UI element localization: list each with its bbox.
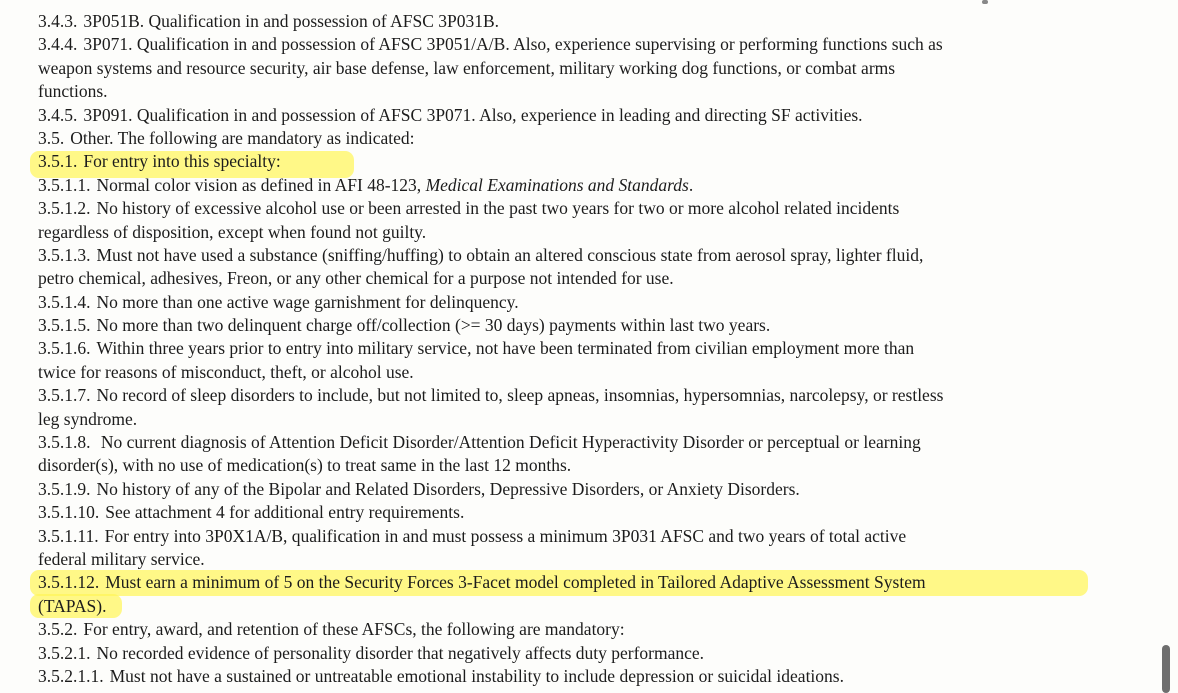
text-line: [38, 337, 1108, 360]
line-text: functions.: [38, 81, 108, 102]
page-edge-mark: [982, 0, 988, 4]
text-line: [38, 478, 1108, 501]
text-line: [38, 642, 1108, 665]
line-text: weapon systems and resource security, air base defense, law enforcement, military working dog functions, or combat arms: [38, 57, 896, 78]
line-text: Within three years prior to entry into military service, not have been terminated from civilian employment more than: [96, 338, 915, 359]
line-text: Other. The following are mandatory as indicated:: [70, 127, 415, 148]
line-text: (TAPAS).: [38, 595, 107, 616]
section-number: 3.5.1.6.: [38, 338, 91, 359]
line-text: 3P051B. Qualification in and possession of AFSC 3P031B.: [83, 11, 500, 31]
text-line: [38, 10, 1108, 33]
section-number: 3.5.1.4.: [38, 291, 91, 312]
text-line: [38, 127, 1108, 150]
document-title-italic: Medical Examinations and Standards: [425, 174, 689, 195]
section-number: 3.5.2.1.1.: [38, 665, 104, 686]
text-line: [38, 57, 1108, 80]
text-line: [38, 314, 1108, 337]
line-text: No record of sleep disorders to include, but not limited to, sleep apneas, insomnias, hypersomnias, narcolepsy, or restless: [96, 385, 944, 406]
section-number: 3.4.5.: [38, 104, 78, 125]
text-line: [38, 221, 1108, 244]
section-number: 3.5.1.2.: [38, 198, 91, 219]
line-text: No more than one active wage garnishment for delinquency.: [96, 291, 519, 312]
text-line: [38, 104, 1108, 127]
line-text: Must earn a minimum of 5 on the Security Forces 3-Facet model completed in Tailored Adaptive Assessment System: [105, 572, 926, 593]
section-number: 3.5.1.12.: [38, 572, 100, 593]
text-line: [38, 244, 1108, 267]
text-line: [38, 408, 1108, 431]
line-text: leg syndrome.: [38, 408, 138, 429]
text-line: [38, 665, 1108, 688]
line-text: regardless of disposition, except when found not guilty.: [38, 221, 427, 242]
section-number: 3.5.1.7.: [38, 385, 91, 406]
line-text: No recorded evidence of personality disorder that negatively affects duty performance.: [96, 642, 705, 663]
text-line: [38, 501, 1108, 524]
text-line: [38, 361, 1108, 384]
text-line: [38, 525, 1108, 548]
text-line: [38, 291, 1108, 314]
line-text: disorder(s), with no use of medication(s) to treat same in the last 12 months.: [38, 455, 572, 476]
text-line: [38, 618, 1108, 641]
line-text: Normal color vision as defined in AFI 48-123,: [96, 174, 426, 195]
text-line: [38, 174, 1108, 197]
line-text: For entry, award, and retention of these AFSCs, the following are mandatory:: [83, 619, 625, 640]
line-text: 3P091. Qualification in and possession of AFSC 3P071. Also, experience in leading and directing SF activities.: [83, 104, 863, 125]
line-text: twice for reasons of misconduct, theft, or alcohol use.: [38, 361, 414, 382]
section-number: 3.4.4.: [38, 34, 78, 55]
line-text: 3P071. Qualification in and possession of AFSC 3P051/A/B. Also, experience supervising or performing functions such as: [83, 34, 943, 55]
text-line: [38, 384, 1108, 407]
section-number: 3.5.1.: [38, 151, 78, 172]
text-line: [38, 454, 1108, 477]
section-number: 3.5.1.5.: [38, 315, 91, 336]
text-line: [38, 431, 1108, 454]
section-number: 3.5.1.10.: [38, 502, 100, 523]
line-text: Must not have used a substance (sniffing/huffing) to obtain an altered conscious state from aerosol spray, lighter fluid,: [96, 244, 924, 265]
line-text: No more than two delinquent charge off/collection (>= 30 days) payments within last two years.: [96, 315, 771, 336]
section-number: 3.5.2.1.: [38, 642, 91, 663]
section-number: 3.5.1.1.: [38, 174, 91, 195]
section-number: 3.5.1.11.: [38, 525, 99, 546]
line-text: Must not have a sustained or untreatable emotional instability to include depression or suicidal ideations.: [109, 665, 844, 686]
section-number: 3.5.1.9.: [38, 478, 91, 499]
text-line: [38, 150, 1108, 173]
text-line: [38, 197, 1108, 220]
line-text: federal military service.: [38, 548, 205, 569]
text-line: [38, 571, 1108, 594]
section-number: 3.5.1.8.: [38, 432, 91, 453]
vertical-scrollbar[interactable]: [1162, 645, 1170, 693]
section-number: 3.5.2.: [38, 619, 78, 640]
line-text: No current diagnosis of Attention Deficit Disorder/Attention Deficit Hyperactivity Disorder or perceptual or learning: [96, 432, 921, 453]
line-text: No history of excessive alcohol use or been arrested in the past two years for two or more alcohol related incidents: [96, 198, 900, 219]
text-line: [38, 267, 1108, 290]
line-text: For entry into this specialty:: [83, 151, 281, 172]
section-number: 3.4.3.: [38, 11, 78, 31]
text-line: [38, 80, 1108, 103]
document-page: [38, 10, 1108, 688]
section-number: 3.5.1.3.: [38, 244, 91, 265]
line-text: petro chemical, adhesives, Freon, or any other chemical for a purpose not intended for use.: [38, 268, 674, 289]
line-tail: .: [688, 174, 694, 195]
text-line: [38, 595, 1108, 618]
section-number: 3.5.: [38, 127, 65, 148]
line-text: See attachment 4 for additional entry requirements.: [105, 502, 465, 523]
line-text: No history of any of the Bipolar and Related Disorders, Depressive Disorders, or Anxiety Disorders.: [96, 478, 800, 499]
text-line: [38, 548, 1108, 571]
text-line: [38, 33, 1108, 56]
line-text: For entry into 3P0X1A/B, qualification in and must possess a minimum 3P031 AFSC and two years of total active: [104, 525, 907, 546]
